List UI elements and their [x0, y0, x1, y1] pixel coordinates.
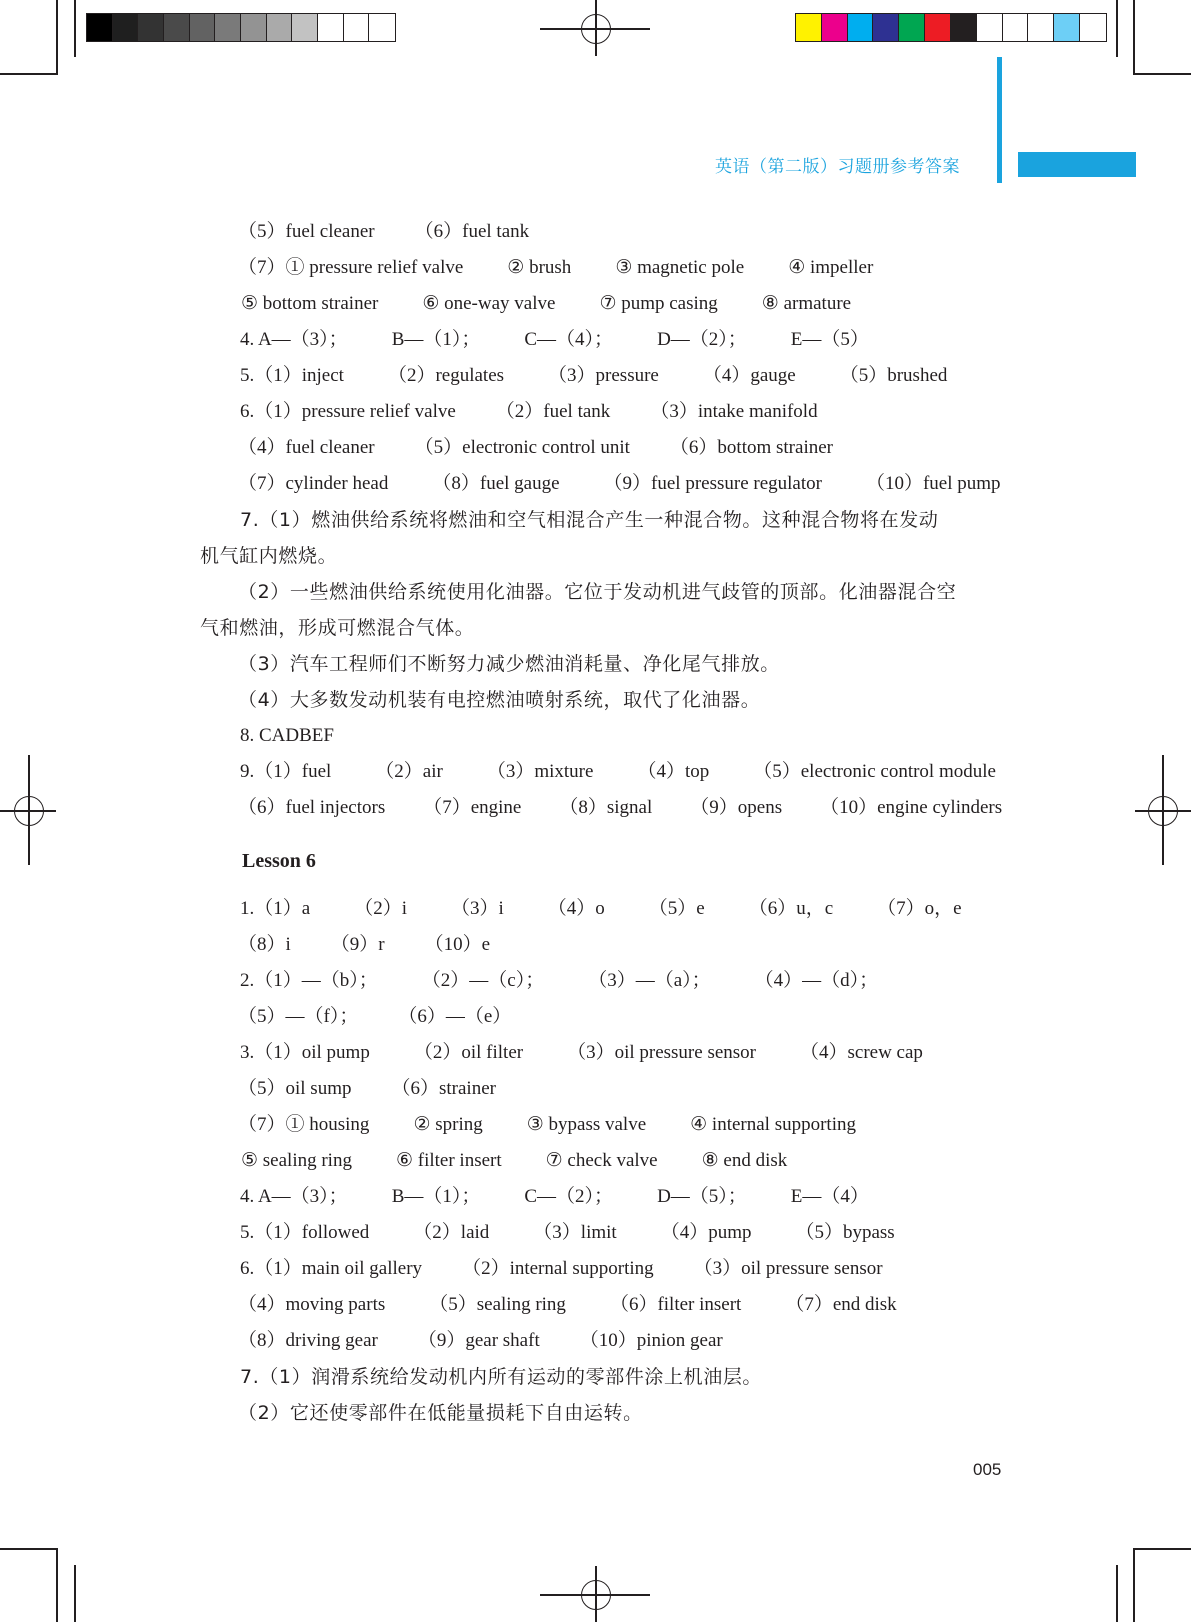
answer-line	[240, 1256, 883, 1282]
answer-item: 5.（1）followed	[240, 1222, 370, 1243]
answer-line	[238, 219, 529, 245]
answer-line	[238, 255, 873, 281]
answer-item: （6）u，c	[748, 898, 834, 919]
color-patch	[899, 14, 925, 41]
answer-item: C—（4）；	[524, 329, 614, 350]
color-patch	[977, 14, 1003, 41]
answer-line	[238, 435, 833, 461]
answer-item: （5）fuel cleaner	[238, 221, 375, 242]
answer-line	[238, 795, 1002, 821]
answer-item: 6.（1）pressure relief valve	[240, 401, 456, 422]
registration-circle	[581, 14, 611, 44]
answer-item: E—（4）	[790, 1186, 869, 1207]
answer-item: （2）它还使零部件在低能量损耗下自由运转。	[238, 1402, 643, 1424]
answer-item: ⑥ one-way valve	[422, 293, 556, 314]
answer-line	[238, 471, 1001, 497]
answer-item: ③ bypass valve	[526, 1114, 647, 1135]
answer-item: ⑥ filter insert	[395, 1150, 502, 1171]
answer-item: （3）intake manifold	[650, 401, 818, 422]
answer-item: ⑤ bottom strainer	[241, 293, 379, 314]
color-patch	[1003, 14, 1029, 41]
answer-item: （4）o	[547, 898, 605, 919]
color-patch	[164, 14, 190, 41]
answer-line	[240, 1184, 869, 1210]
answer-item: （4）—（d）；	[754, 970, 879, 991]
color-patch	[848, 14, 874, 41]
header-accent-block	[1018, 152, 1136, 177]
color-patch	[138, 14, 164, 41]
answer-line	[240, 1220, 895, 1246]
grayscale-bar	[86, 13, 396, 42]
answer-item: E—（5）	[790, 329, 869, 350]
color-patch	[369, 14, 395, 41]
answer-item: （3）pressure	[548, 365, 659, 386]
answer-item: （5）electronic control module	[753, 761, 996, 782]
color-patch	[925, 14, 951, 41]
answer-item: （9）fuel pressure regulator	[603, 473, 822, 494]
answer-item: 8. CADBEF	[240, 725, 334, 746]
answer-item: 4. A—（3）；	[240, 329, 348, 350]
answer-item: （4）screw cap	[800, 1042, 923, 1063]
answer-item: （7）① housing	[238, 1114, 370, 1135]
answer-item: （3）oil pressure sensor	[567, 1042, 756, 1063]
answer-item: ⑧ end disk	[701, 1150, 788, 1171]
crop-mark	[1133, 1548, 1191, 1550]
answer-item: （6）fuel injectors	[238, 797, 386, 818]
crop-mark	[1133, 73, 1191, 75]
answer-item: 6.（1）main oil gallery	[240, 1258, 423, 1279]
answer-item: （4）pump	[660, 1222, 752, 1243]
answer-item: （6）fuel tank	[414, 221, 530, 242]
answer-item: （4）moving parts	[238, 1294, 386, 1315]
answer-item: （3）汽车工程师们不断努力减少燃油消耗量、净化尾气排放。	[238, 653, 780, 675]
answer-item: （7）cylinder head	[238, 473, 389, 494]
color-patch	[822, 14, 848, 41]
answer-item: ④ internal supporting	[690, 1114, 856, 1135]
answer-item: （3）limit	[533, 1222, 617, 1243]
answer-item: （5）electronic control unit	[414, 437, 630, 458]
color-patch	[1080, 14, 1106, 41]
answer-item: （2）regulates	[387, 365, 505, 386]
page-number: 005	[973, 1460, 1002, 1479]
crop-mark	[1116, 0, 1118, 57]
answer-line	[238, 1328, 723, 1354]
answer-item: （5）e	[648, 898, 705, 919]
answer-item: （5）oil sump	[238, 1078, 352, 1099]
crop-mark	[1116, 1565, 1118, 1622]
crop-mark	[0, 1548, 56, 1550]
answer-item: （5）sealing ring	[429, 1294, 566, 1315]
color-patch	[796, 14, 822, 41]
color-patch	[241, 14, 267, 41]
answer-item: （4）大多数发动机装有电控燃油喷射系统，取代了化油器。	[238, 689, 761, 711]
answer-item: （2）一些燃油供给系统使用化油器。它位于发动机进气歧管的顶部。化油器混合空	[238, 581, 957, 603]
answer-item: （6）bottom strainer	[669, 437, 833, 458]
answer-item: ② brush	[507, 257, 572, 278]
answer-line	[240, 896, 962, 922]
answer-line	[240, 1364, 762, 1390]
answer-item: 3.（1）oil pump	[240, 1042, 370, 1063]
answer-item: （6）filter insert	[609, 1294, 742, 1315]
answer-line	[200, 543, 337, 569]
answer-item: D—（2）；	[657, 329, 747, 350]
lesson-heading: Lesson 6	[242, 850, 316, 872]
answer-item: （4）fuel cleaner	[238, 437, 375, 458]
crop-mark	[74, 0, 76, 57]
answer-item: 2.（1）—（b）；	[240, 970, 378, 991]
color-patch	[951, 14, 977, 41]
answer-item: （3）—（a）；	[588, 970, 711, 991]
answer-item: （4）top	[637, 761, 710, 782]
color-patch	[113, 14, 139, 41]
answer-item: D—（5）；	[657, 1186, 747, 1207]
answer-item: 5.（1）inject	[240, 365, 344, 386]
answer-item: 1.（1）a	[240, 898, 311, 919]
color-patch	[292, 14, 318, 41]
answer-item: ② spring	[413, 1114, 483, 1135]
crop-mark	[1133, 0, 1135, 75]
answer-line	[238, 1400, 643, 1426]
answer-line	[241, 291, 851, 317]
answer-item: ⑧ armature	[761, 293, 852, 314]
answer-item: ④ impeller	[788, 257, 874, 278]
color-patch	[344, 14, 370, 41]
answer-item: 机气缸内燃烧。	[200, 545, 338, 567]
answer-line	[238, 579, 956, 605]
answer-item: ⑦ pump casing	[599, 293, 718, 314]
answer-line	[240, 363, 947, 389]
answer-item: B—（1）；	[391, 1186, 481, 1207]
answer-line	[240, 327, 869, 353]
answer-line	[200, 615, 474, 641]
answer-line	[238, 651, 780, 677]
answer-item: （2）i	[354, 898, 407, 919]
answer-line	[240, 759, 996, 785]
answer-item: （5）brushed	[839, 365, 948, 386]
crop-mark	[0, 73, 56, 75]
answer-item: （5）—（f）；	[238, 1006, 359, 1027]
color-patch	[190, 14, 216, 41]
registration-circle	[581, 1580, 611, 1610]
answer-line	[238, 1004, 511, 1030]
answer-item: （8）fuel gauge	[432, 473, 560, 494]
answer-item: （2）—（c）；	[421, 970, 545, 991]
answer-item: （4）gauge	[702, 365, 796, 386]
answer-line	[238, 1076, 496, 1102]
answer-item: C—（2）；	[524, 1186, 614, 1207]
answer-item: （7）end disk	[785, 1294, 897, 1315]
answer-line	[240, 968, 878, 994]
answer-item: （3）i	[450, 898, 504, 919]
answer-item: ⑦ check valve	[545, 1150, 658, 1171]
answer-item: （2）fuel tank	[495, 401, 611, 422]
answer-item: （10）engine cylinders	[820, 797, 1003, 818]
crop-mark	[56, 1548, 58, 1622]
answer-line	[240, 399, 818, 425]
registration-circle	[1148, 796, 1178, 826]
answer-item: （8）signal	[559, 797, 653, 818]
answer-item: （9）r	[330, 934, 385, 955]
answer-line	[240, 507, 938, 533]
header-accent-rule	[997, 57, 1002, 183]
answer-item: （8）i	[238, 934, 291, 955]
answer-item: （5）bypass	[795, 1222, 895, 1243]
answer-item: （9）opens	[690, 797, 783, 818]
answer-item: （10）e	[424, 934, 491, 955]
color-patch	[1028, 14, 1054, 41]
answer-item: （6）strainer	[391, 1078, 496, 1099]
answer-item: （7）engine	[423, 797, 522, 818]
answer-item: 气和燃油，形成可燃混合气体。	[200, 617, 475, 639]
answer-line	[238, 1112, 856, 1138]
answer-line	[241, 1148, 787, 1174]
crop-mark	[1133, 1548, 1135, 1622]
answer-item: B—（1）；	[391, 329, 481, 350]
answer-item: （3）oil pressure sensor	[693, 1258, 883, 1279]
answer-item: （10）fuel pump	[865, 473, 1001, 494]
color-patch	[318, 14, 344, 41]
answer-line	[238, 1292, 897, 1318]
answer-item: （2）air	[375, 761, 443, 782]
answer-item: （10）pinion gear	[579, 1330, 723, 1351]
answer-line	[238, 932, 490, 958]
crop-mark	[56, 0, 58, 75]
answer-item: （2）oil filter	[413, 1042, 524, 1063]
registration-circle	[14, 796, 44, 826]
answer-line	[240, 723, 334, 749]
color-patch	[215, 14, 241, 41]
running-header: 英语（第二版）习题册参考答案	[715, 157, 960, 177]
answer-item: （2）laid	[413, 1222, 490, 1243]
answer-item: ③ magnetic pole	[615, 257, 745, 278]
answer-item: （3）mixture	[486, 761, 594, 782]
answer-item: （7）o，e	[877, 898, 962, 919]
color-patch	[873, 14, 899, 41]
answer-item: （6）—（e）	[398, 1006, 512, 1027]
answer-item: （8）driving gear	[238, 1330, 378, 1351]
crop-mark	[74, 1565, 76, 1622]
color-calibration-bar	[795, 13, 1107, 42]
answer-item: ⑤ sealing ring	[241, 1150, 352, 1171]
answer-item: 4. A—（3）；	[240, 1186, 348, 1207]
color-patch	[267, 14, 293, 41]
color-patch	[87, 14, 113, 41]
answer-item: （2）internal supporting	[462, 1258, 654, 1279]
answer-item: 9.（1）fuel	[240, 761, 332, 782]
answer-item: 7.（1）润滑系统给发动机内所有运动的零部件涂上机油层。	[240, 1366, 763, 1388]
answer-item: （7）① pressure relief valve	[238, 257, 464, 278]
answer-item: （9）gear shaft	[417, 1330, 540, 1351]
answer-item: 7.（1）燃油供给系统将燃油和空气相混合产生一种混合物。这种混合物将在发动	[240, 509, 939, 531]
color-patch	[1054, 14, 1080, 41]
answer-line	[240, 1040, 923, 1066]
answer-line	[238, 687, 760, 713]
